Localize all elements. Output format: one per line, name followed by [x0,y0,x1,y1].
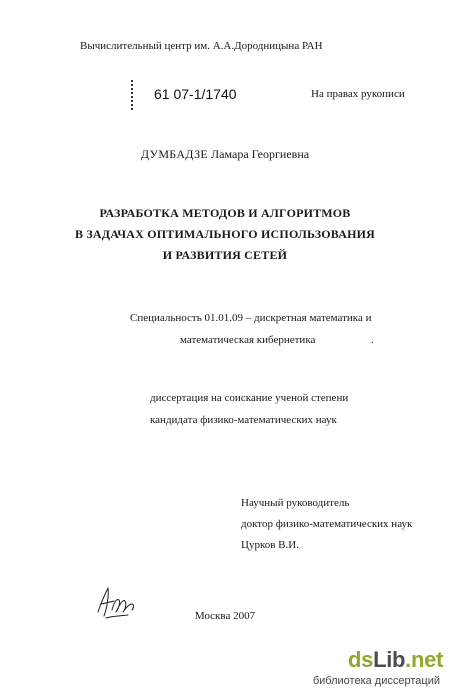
supervisor-degree: доктор физико-математических наук [241,518,413,530]
dissertation-type-line-1: диссертация на соискание ученой степени [150,392,349,404]
specialty-line-1: Специальность 01.01.09 – дискретная математика и [130,312,372,324]
author-surname: ДУМБАДЗЕ [140,147,209,161]
logo-part-net: .net [405,647,444,672]
dissertation-type-line-2: кандидата физико-математических наук [150,414,337,426]
author-name [0,147,450,162]
specialty-line-2: математическая кибернетика [180,334,316,346]
title-line: И РАЗВИТИЯ СЕТЕЙ [162,248,288,262]
author-given-names: Ламара Георгиевна [211,147,310,161]
supervisor-role: Научный руководитель [241,497,350,509]
dslib-watermark [312,647,444,693]
dissertation-title [0,203,450,266]
supervisor-name: Цурков В.И. [241,539,299,551]
archive-barcode-mark [131,80,133,110]
city-year: Москва 2007 [194,610,256,622]
watermark-logo [348,647,443,673]
watermark-subtitle: библиотека диссертаций [312,675,440,687]
rights-notice: На правах рукописи [311,88,405,100]
stray-dot: . [371,334,374,346]
logo-part-lib: Lib [373,647,406,672]
archive-number: 61 07-1/1740 [154,86,237,102]
logo-part-ds: ds [348,647,374,672]
title-line: РАЗРАБОТКА МЕТОДОВ И АЛГОРИТМОВ [99,206,351,220]
institution-name: Вычислительный центр им. А.А.Дородницына РАН [80,40,323,52]
archive-stamp [131,80,251,110]
title-line: В ЗАДАЧАХ ОПТИМАЛЬНОГО ИСПОЛЬЗОВАНИЯ [74,227,376,241]
